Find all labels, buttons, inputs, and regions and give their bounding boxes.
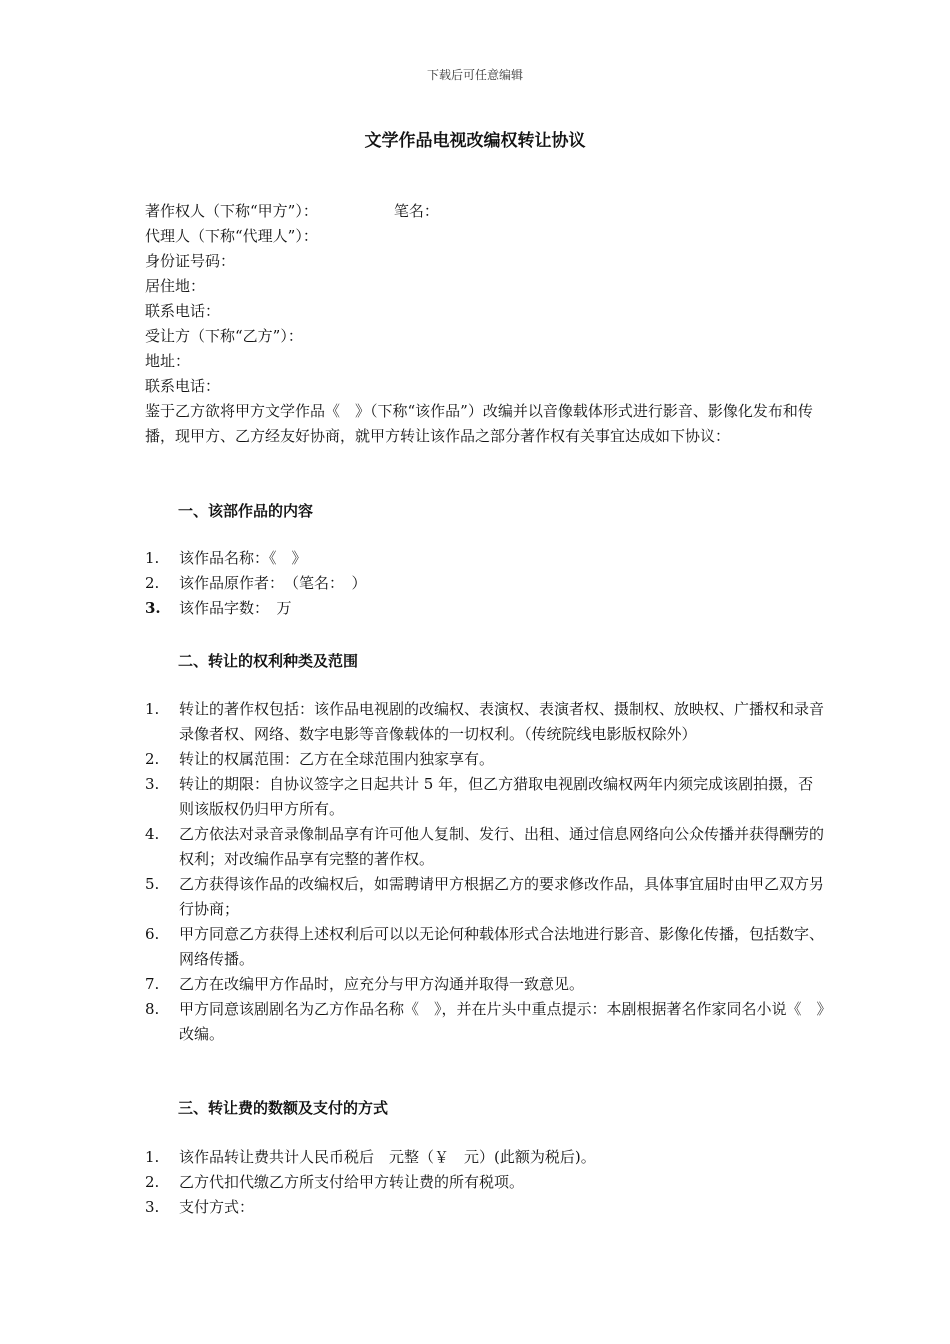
list-item (145, 822, 825, 872)
list-item-number: 3. (145, 775, 160, 793)
list-item-number: 5. (145, 875, 160, 893)
list-item-number: 1. (145, 549, 160, 567)
list-item (145, 571, 825, 596)
list-item (145, 772, 825, 822)
list-item-text: 乙方代扣代缴乙方所支付给甲方转让费的所有税项。 (179, 1173, 525, 1191)
agent-label: 代理人（下称“代理人”）： (145, 227, 318, 245)
section-rights-list (145, 697, 825, 1047)
list-item-text: 甲方同意乙方获得上述权利后可以以无论何种载体形式合法地进行影音、影像化传播，包括数字、网络传播。 (179, 925, 825, 968)
list-item-text: 该作品名称：《 》 (179, 549, 307, 567)
list-item-number: 1. (145, 1148, 160, 1166)
list-item-number: 4. (145, 825, 160, 843)
list-item-text: 支付方式： (179, 1198, 255, 1216)
section-heading-rights: 二、转让的权利种类及范围 (178, 652, 359, 670)
preamble-paragraph: 鉴于乙方欲将甲方文学作品《 》（下称“该作品”）改编并以音像载体形式进行影音、影像化发布和传播，现甲方、乙方经友好协商，就甲方转让该作品之部分著作权有关事宜达成如下协议： (145, 402, 813, 445)
list-item-text: 乙方依法对录音录像制品享有许可他人复制、发行、出租、通过信息网络向公众传播并获得酬劳的权利；对改编作品享有完整的著作权。 (179, 825, 825, 868)
section-heading-fee: 三、转让费的数额及支付的方式 (178, 1099, 389, 1117)
list-item-text: 乙方在改编甲方作品时，应充分与甲方沟通并取得一致意见。 (179, 975, 585, 993)
list-item-number: 1. (145, 700, 160, 718)
list-item (145, 697, 825, 747)
section-content-list (145, 546, 825, 621)
list-item (145, 546, 825, 571)
list-item (145, 922, 825, 972)
list-item (145, 596, 825, 621)
list-item-text: 转让的期限：自协议签字之日起共计 5 年，但乙方猎取电视剧改编权两年内须完成该剧拍摄，否则该版权仍归甲方所有。 (179, 775, 814, 818)
list-item-text: 转让的权属范围：乙方在全球范围内独家享有。 (179, 750, 495, 768)
list-item-text: 该作品原作者： （笔名： ） (179, 574, 367, 592)
address-label: 地址： (145, 352, 191, 370)
party-fields (145, 199, 439, 399)
residence-label: 居住地： (145, 277, 206, 295)
list-item-text: 甲方同意该剧剧名为乙方作品名称《 》，并在片头中重点提示：本剧根据著名作家同名小说《 》改编。 (179, 1000, 825, 1043)
list-item-number: 8. (145, 1000, 160, 1018)
list-item-number: 2. (145, 750, 160, 768)
id-number-label: 身份证号码： (145, 252, 236, 270)
list-item (145, 1170, 825, 1195)
list-item (145, 1145, 825, 1170)
list-item (145, 1195, 825, 1220)
list-item-text: 该作品字数： 万 (179, 599, 292, 617)
list-item-number: 3. (145, 599, 161, 617)
phone-label: 联系电话： (145, 302, 221, 320)
pen-name-label: 笔名： (393, 202, 439, 220)
list-item-number: 2. (145, 1173, 160, 1191)
list-item-text: 乙方获得该作品的改编权后，如需聘请甲方根据乙方的要求修改作品，具体事宜届时由甲乙双方另行协商； (179, 875, 825, 918)
list-item-number: 3. (145, 1198, 160, 1216)
list-item (145, 972, 825, 997)
list-item-number: 6. (145, 925, 160, 943)
list-item-number: 2. (145, 574, 160, 592)
copyright-holder-line (145, 199, 439, 224)
section-heading-content: 一、该部作品的内容 (178, 502, 314, 520)
assignee-label: 受让方（下称“乙方”）： (145, 327, 303, 345)
assignee-phone-label: 联系电话： (145, 377, 221, 395)
copyright-holder-label: 著作权人（下称“甲方”）： (145, 202, 318, 220)
section-fee-list (145, 1145, 825, 1220)
list-item (145, 747, 825, 772)
list-item-number: 7. (145, 975, 160, 993)
list-item (145, 997, 825, 1047)
list-item-text: 转让的著作权包括：该作品电视剧的改编权、表演权、表演者权、摄制权、放映权、广播权和录音录像者权、网络、数字电影等音像载体的一切权利。（传统院线电影版权除外） (179, 700, 825, 743)
header-note: 下载后可任意编辑 (426, 68, 523, 82)
list-item-text: 该作品转让费共计人民币税后 元整（￥ 元）(此额为税后)。 (179, 1148, 596, 1166)
list-item (145, 872, 825, 922)
document-title: 文学作品电视改编权转让协议 (364, 131, 586, 151)
